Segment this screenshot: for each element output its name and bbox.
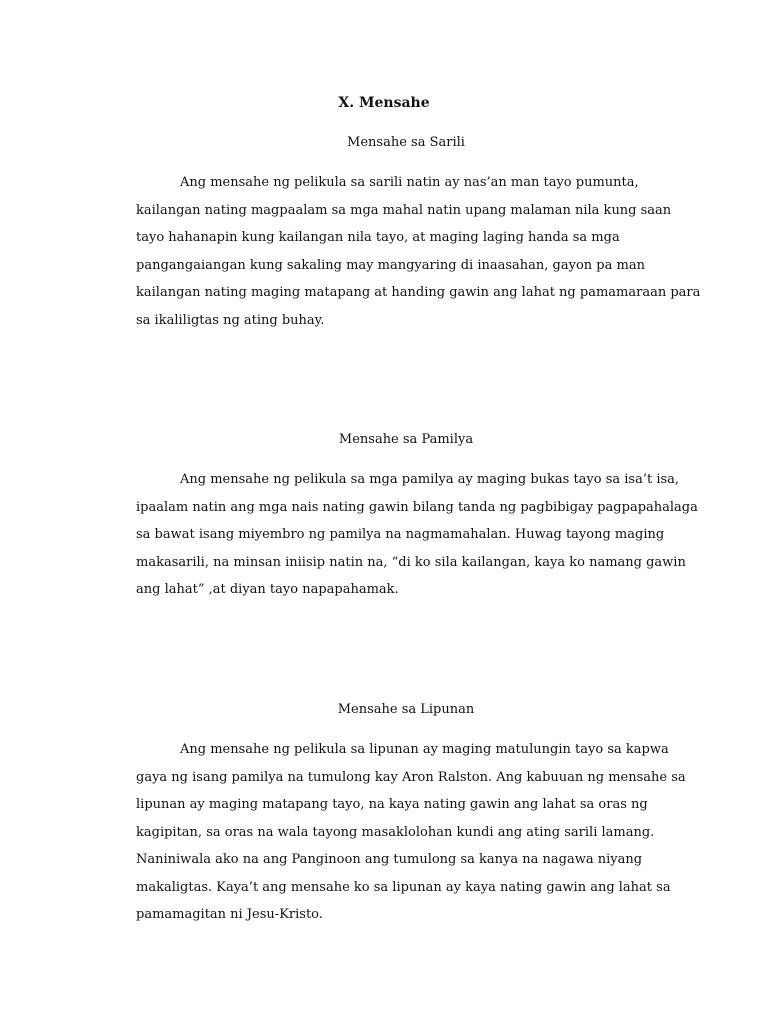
section-heading-lipunan: Mensahe sa Lipunan: [337, 702, 475, 717]
paragraph-lipunan: [136, 736, 686, 929]
paragraph-line: kailangan nating maging matapang at handing gawin ang lahat ng pamamaraan para: [136, 285, 701, 300]
paragraph-line: ang lahat” ,at diyan tayo napapahamak.: [136, 582, 399, 597]
section-heading-sarili: Mensahe sa Sarili: [347, 135, 465, 150]
paragraph-line: makasarili, na minsan iniisip natin na, “di ko sila kailangan, kaya ko namang gawin: [136, 554, 686, 570]
paragraph-line: tayo hahanapin kung kailangan nila tayo, at maging laging handa sa mga: [136, 230, 620, 245]
paragraph-sarili: [136, 169, 701, 334]
paragraph-line: kailangan nating magpaalam sa mga mahal natin upang malaman nila kung saan: [136, 202, 672, 218]
paragraph-pamilya: [136, 466, 698, 604]
paragraph-line: Naniniwala ako na ang Panginoon ang tumulong sa kanya na nagawa niyang: [136, 852, 643, 867]
paragraph-line: Ang mensahe ng pelikula sa sarili natin ay nas’an man tayo pumunta,: [180, 175, 639, 190]
paragraph-line: ipaalam natin ang mga nais nating gawin bilang tanda ng pagbibigay pagpapahalaga: [136, 499, 698, 515]
paragraph-line: lipunan ay maging matapang tayo, na kaya nating gawin ang lahat sa oras ng: [136, 797, 648, 812]
document-title: X. Mensahe: [338, 95, 430, 111]
paragraph-line: sa ikaliligtas ng ating buhay.: [136, 312, 325, 328]
section-heading-pamilya: Mensahe sa Pamilya: [338, 432, 474, 447]
paragraph-line: sa bawat isang miyembro ng pamilya na nagmamahalan. Huwag tayong maging: [136, 527, 665, 542]
paragraph-line: Ang mensahe ng pelikula sa lipunan ay maging matulungin tayo sa kapwa: [180, 742, 669, 757]
paragraph-line: Ang mensahe ng pelikula sa mga pamilya ay maging bukas tayo sa isa’t isa,: [180, 472, 680, 487]
paragraph-line: pamamagitan ni Jesu-Kristo.: [136, 907, 323, 922]
paragraph-line: kagipitan, sa oras na wala tayong masaklolohan kundi ang ating sarili lamang.: [136, 824, 655, 840]
paragraph-line: makaligtas. Kaya’t ang mensahe ko sa lipunan ay kaya nating gawin ang lahat sa: [136, 879, 671, 895]
paragraph-line: gaya ng isang pamilya na tumulong kay Aron Ralston. Ang kabuuan ng mensahe sa: [136, 769, 686, 785]
paragraph-line: pangangaiangan kung sakaling may mangyaring di inaasahan, gayon pa man: [136, 257, 645, 273]
